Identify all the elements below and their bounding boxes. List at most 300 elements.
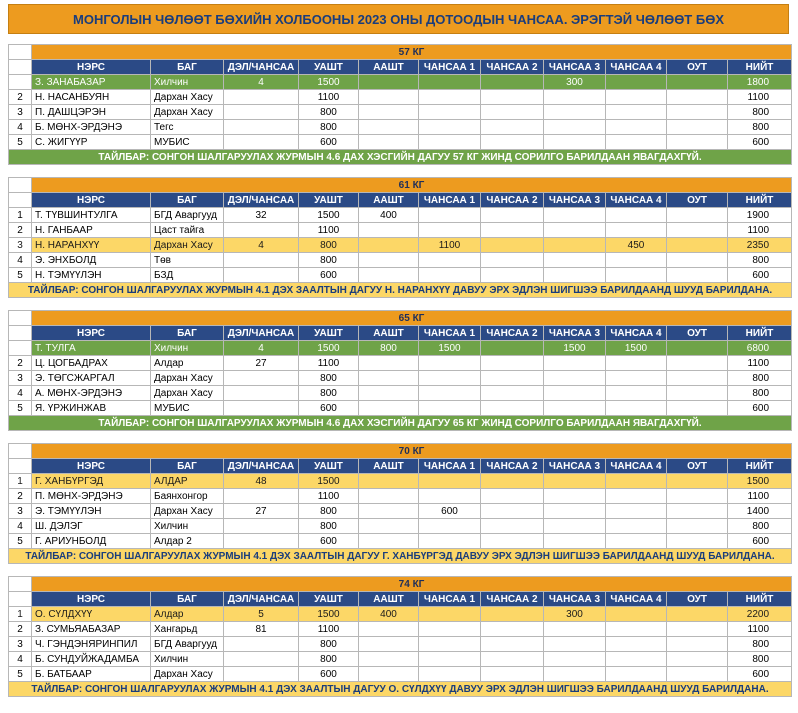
cell-c3[interactable] <box>544 652 606 667</box>
cell-c2[interactable] <box>481 519 544 534</box>
cell-c2[interactable] <box>481 341 544 356</box>
cell-c3[interactable] <box>544 622 606 637</box>
cell-del[interactable] <box>224 105 299 120</box>
cell-c2[interactable] <box>481 401 544 416</box>
cell-total[interactable]: 1100 <box>728 622 792 637</box>
cell-out[interactable] <box>667 371 728 386</box>
cell-uasht[interactable]: 1500 <box>299 75 359 90</box>
cell-c2[interactable] <box>481 223 544 238</box>
cell-out[interactable] <box>667 489 728 504</box>
cell-total[interactable]: 2350 <box>728 238 792 253</box>
cell-c2[interactable] <box>481 489 544 504</box>
cell-c3[interactable] <box>544 519 606 534</box>
cell-del[interactable]: 5 <box>224 607 299 622</box>
cell-name[interactable]: П. ДАШЦЭРЭН <box>32 105 151 120</box>
cell-del[interactable] <box>224 120 299 135</box>
table-row <box>9 268 792 283</box>
cell-c4[interactable] <box>606 371 667 386</box>
cell-c4[interactable] <box>606 90 667 105</box>
cell-c4[interactable]: 450 <box>606 238 667 253</box>
cell-c4[interactable] <box>606 607 667 622</box>
cell-c1[interactable]: 600 <box>419 504 481 519</box>
cell-name[interactable]: Н. ГАНБААР <box>32 223 151 238</box>
cell-del[interactable]: 4 <box>224 75 299 90</box>
cell-team[interactable]: Дархан Хасу <box>151 386 224 401</box>
cell-uasht[interactable]: 600 <box>299 401 359 416</box>
column-header: ЧАНСАА 2 <box>481 326 544 341</box>
cell-c4[interactable] <box>606 652 667 667</box>
cell-c3[interactable] <box>544 105 606 120</box>
cell-team[interactable]: Хангарьд <box>151 622 224 637</box>
cell-uasht[interactable]: 800 <box>299 120 359 135</box>
cell-c3[interactable] <box>544 90 606 105</box>
cell-c2[interactable] <box>481 253 544 268</box>
cell-total[interactable]: 1500 <box>728 474 792 489</box>
cell-c2[interactable] <box>481 90 544 105</box>
cell-c2[interactable] <box>481 120 544 135</box>
cell-aasht[interactable] <box>359 238 419 253</box>
cell-uasht[interactable]: 800 <box>299 652 359 667</box>
cell-c4[interactable] <box>606 105 667 120</box>
cell-aasht[interactable]: 800 <box>359 341 419 356</box>
cell-total[interactable]: 600 <box>728 401 792 416</box>
cell-del[interactable] <box>224 401 299 416</box>
cell-team[interactable]: БГД Аваргууд <box>151 637 224 652</box>
cell-c2[interactable] <box>481 238 544 253</box>
cell-c3[interactable] <box>544 489 606 504</box>
cell-total[interactable]: 800 <box>728 652 792 667</box>
column-header: ЧАНСАА 4 <box>606 193 667 208</box>
cell-c1[interactable] <box>419 519 481 534</box>
cell-c3[interactable]: 1500 <box>544 341 606 356</box>
cell-c1[interactable] <box>419 652 481 667</box>
header-row <box>9 326 792 341</box>
cell-c1[interactable] <box>419 75 481 90</box>
cell-del[interactable] <box>224 90 299 105</box>
cell-del[interactable] <box>224 386 299 401</box>
cell-team[interactable]: Хилчин <box>151 519 224 534</box>
cell-c1[interactable] <box>419 356 481 371</box>
cell-c2[interactable] <box>481 534 544 549</box>
cell-aasht[interactable] <box>359 652 419 667</box>
cell-c3[interactable] <box>544 504 606 519</box>
cell-aasht[interactable] <box>359 534 419 549</box>
cell-name[interactable]: Б. БАТБААР <box>32 667 151 682</box>
cell-aasht[interactable] <box>359 401 419 416</box>
cell-out[interactable] <box>667 622 728 637</box>
cell-c1[interactable] <box>419 208 481 223</box>
cell-name[interactable]: Э. ТӨГСЖАРГАЛ <box>32 371 151 386</box>
cell-c3[interactable] <box>544 637 606 652</box>
cell-team[interactable]: Хилчин <box>151 75 224 90</box>
cell-total[interactable]: 6800 <box>728 341 792 356</box>
cell-del[interactable] <box>224 534 299 549</box>
note-row <box>9 416 792 431</box>
cell-aasht[interactable] <box>359 504 419 519</box>
cell-team[interactable]: Хилчин <box>151 341 224 356</box>
section-74kg <box>8 576 792 697</box>
cell-out[interactable] <box>667 253 728 268</box>
cell-aasht[interactable] <box>359 637 419 652</box>
cell-total[interactable]: 800 <box>728 386 792 401</box>
cell-uasht[interactable]: 1100 <box>299 489 359 504</box>
cell-total[interactable]: 1400 <box>728 504 792 519</box>
column-header: ОУТ <box>667 60 728 75</box>
cell-c3[interactable] <box>544 208 606 223</box>
cell-c3[interactable] <box>544 238 606 253</box>
cell-name[interactable]: А. МӨНХ-ЭРДЭНЭ <box>32 386 151 401</box>
cell-c2[interactable] <box>481 371 544 386</box>
cell-aasht[interactable] <box>359 223 419 238</box>
cell-del[interactable]: 48 <box>224 474 299 489</box>
cell-c3[interactable]: 300 <box>544 607 606 622</box>
cell-uasht[interactable]: 1100 <box>299 223 359 238</box>
cell-aasht[interactable] <box>359 253 419 268</box>
cell-del[interactable]: 27 <box>224 504 299 519</box>
cell-name[interactable]: Т. ТҮВШИНТУЛГА <box>32 208 151 223</box>
cell-team[interactable]: Тегс <box>151 120 224 135</box>
cell-name[interactable]: Б. СУНДУЙЖАДАМБА <box>32 652 151 667</box>
cell-team[interactable]: Дархан Хасу <box>151 504 224 519</box>
cell-c4[interactable] <box>606 504 667 519</box>
cell-c2[interactable] <box>481 268 544 283</box>
cell-c4[interactable] <box>606 223 667 238</box>
cell-aasht[interactable] <box>359 386 419 401</box>
cell-team[interactable]: Дархан Хасу <box>151 105 224 120</box>
cell-aasht[interactable] <box>359 135 419 150</box>
cell-c3[interactable]: 300 <box>544 75 606 90</box>
category-row <box>9 45 792 60</box>
cell-aasht[interactable]: 400 <box>359 208 419 223</box>
column-header: ЧАНСАА 3 <box>544 592 606 607</box>
cell-aasht[interactable] <box>359 90 419 105</box>
cell-c1[interactable] <box>419 371 481 386</box>
cell-name[interactable]: О. СҮЛДХҮҮ <box>32 607 151 622</box>
row-number: 4 <box>9 386 32 401</box>
cell-c1[interactable] <box>419 637 481 652</box>
cell-c1[interactable] <box>419 489 481 504</box>
cell-team[interactable]: Алдар <box>151 356 224 371</box>
cell-c3[interactable] <box>544 356 606 371</box>
cell-out[interactable] <box>667 607 728 622</box>
cell-team[interactable]: Баянхонгор <box>151 489 224 504</box>
cell-c1[interactable] <box>419 253 481 268</box>
cell-c2[interactable] <box>481 504 544 519</box>
cell-out[interactable] <box>667 519 728 534</box>
cell-c2[interactable] <box>481 135 544 150</box>
cell-c3[interactable] <box>544 223 606 238</box>
cell-total[interactable]: 800 <box>728 253 792 268</box>
cell-name[interactable]: Э. ТЭМҮҮЛЭН <box>32 504 151 519</box>
cell-team[interactable]: МУБИС <box>151 135 224 150</box>
cell-uasht[interactable]: 1500 <box>299 607 359 622</box>
cell-c1[interactable] <box>419 622 481 637</box>
cell-del[interactable]: 4 <box>224 341 299 356</box>
cell-name[interactable]: З. СУМЬЯАБАЗАР <box>32 622 151 637</box>
cell-c1[interactable]: 1100 <box>419 238 481 253</box>
cell-total[interactable]: 1100 <box>728 223 792 238</box>
cell-aasht[interactable] <box>359 667 419 682</box>
cell-total[interactable]: 600 <box>728 268 792 283</box>
cell-c4[interactable] <box>606 75 667 90</box>
cell-out[interactable] <box>667 135 728 150</box>
cell-total[interactable]: 1100 <box>728 489 792 504</box>
cell-c4[interactable] <box>606 667 667 682</box>
table-row <box>9 238 792 253</box>
column-header: ОУТ <box>667 459 728 474</box>
cell-uasht[interactable]: 1500 <box>299 341 359 356</box>
cell-total[interactable]: 600 <box>728 667 792 682</box>
cell-c1[interactable] <box>419 607 481 622</box>
corner-cell <box>9 577 32 592</box>
cell-out[interactable] <box>667 474 728 489</box>
cell-c3[interactable] <box>544 371 606 386</box>
cell-c4[interactable] <box>606 519 667 534</box>
cell-name[interactable]: З. ЗАНАБАЗАР <box>32 75 151 90</box>
cell-uasht[interactable]: 800 <box>299 253 359 268</box>
cell-c3[interactable] <box>544 386 606 401</box>
cell-team[interactable]: Алдар 2 <box>151 534 224 549</box>
cell-team[interactable]: МУБИС <box>151 401 224 416</box>
cell-total[interactable]: 1900 <box>728 208 792 223</box>
cell-out[interactable] <box>667 637 728 652</box>
cell-total[interactable]: 600 <box>728 534 792 549</box>
cell-c2[interactable] <box>481 356 544 371</box>
cell-total[interactable]: 800 <box>728 120 792 135</box>
cell-c4[interactable] <box>606 356 667 371</box>
table-row <box>9 371 792 386</box>
cell-out[interactable] <box>667 504 728 519</box>
cell-total[interactable]: 800 <box>728 519 792 534</box>
cell-name[interactable]: Н. НАСАНБУЯН <box>32 90 151 105</box>
cell-del[interactable]: 27 <box>224 356 299 371</box>
cell-total[interactable]: 2200 <box>728 607 792 622</box>
cell-total[interactable]: 800 <box>728 637 792 652</box>
cell-c3[interactable] <box>544 474 606 489</box>
cell-name[interactable]: Я. ҮРЖИНЖАВ <box>32 401 151 416</box>
cell-team[interactable]: БГД Аваргууд <box>151 208 224 223</box>
cell-uasht[interactable]: 600 <box>299 534 359 549</box>
cell-c1[interactable] <box>419 386 481 401</box>
cell-c3[interactable] <box>544 534 606 549</box>
cell-out[interactable] <box>667 223 728 238</box>
cell-team[interactable]: Цаст тайга <box>151 223 224 238</box>
cell-del[interactable] <box>224 652 299 667</box>
corner-cell <box>9 178 32 193</box>
cell-del[interactable]: 32 <box>224 208 299 223</box>
cell-team[interactable]: Алдар <box>151 607 224 622</box>
cell-c4[interactable] <box>606 268 667 283</box>
cell-c4[interactable] <box>606 489 667 504</box>
cell-c1[interactable] <box>419 667 481 682</box>
cell-out[interactable] <box>667 238 728 253</box>
cell-c4[interactable]: 1500 <box>606 341 667 356</box>
cell-c2[interactable] <box>481 386 544 401</box>
cell-del[interactable] <box>224 371 299 386</box>
cell-name[interactable]: Э. ЭНХБОЛД <box>32 253 151 268</box>
cell-uasht[interactable]: 1500 <box>299 208 359 223</box>
cell-del[interactable] <box>224 253 299 268</box>
cell-name[interactable]: Ц. ЦОГБАДРАХ <box>32 356 151 371</box>
cell-name[interactable]: Т. ТУЛГА <box>32 341 151 356</box>
cell-team[interactable]: Дархан Хасу <box>151 667 224 682</box>
cell-uasht[interactable]: 800 <box>299 637 359 652</box>
cell-c4[interactable] <box>606 253 667 268</box>
row-number: 1 <box>9 208 32 223</box>
cell-out[interactable] <box>667 386 728 401</box>
cell-c2[interactable] <box>481 75 544 90</box>
cell-c1[interactable] <box>419 401 481 416</box>
cell-del[interactable] <box>224 519 299 534</box>
cell-c1[interactable] <box>419 90 481 105</box>
cell-aasht[interactable]: 400 <box>359 607 419 622</box>
cell-name[interactable]: Г. АРИУНБОЛД <box>32 534 151 549</box>
cell-c1[interactable] <box>419 135 481 150</box>
column-header: ЧАНСАА 3 <box>544 326 606 341</box>
cell-aasht[interactable] <box>359 489 419 504</box>
cell-c1[interactable] <box>419 105 481 120</box>
cell-out[interactable] <box>667 120 728 135</box>
cell-name[interactable]: С. ЖИГҮҮР <box>32 135 151 150</box>
cell-aasht[interactable] <box>359 519 419 534</box>
cell-total[interactable]: 1100 <box>728 356 792 371</box>
cell-team[interactable]: Дархан Хасу <box>151 238 224 253</box>
table-row <box>9 504 792 519</box>
cell-c2[interactable] <box>481 208 544 223</box>
cell-out[interactable] <box>667 268 728 283</box>
cell-name[interactable]: Ч. ГЭНДЭНЯРИНПИЛ <box>32 637 151 652</box>
cell-c4[interactable] <box>606 401 667 416</box>
cell-c4[interactable] <box>606 120 667 135</box>
cell-total[interactable]: 1100 <box>728 90 792 105</box>
cell-aasht[interactable] <box>359 120 419 135</box>
cell-c2[interactable] <box>481 622 544 637</box>
cell-name[interactable]: Б. МӨНХ-ЭРДЭНЭ <box>32 120 151 135</box>
cell-out[interactable] <box>667 534 728 549</box>
cell-c3[interactable] <box>544 253 606 268</box>
section-note: ТАЙЛБАР: СОНГОН ШАЛГАРУУЛАХ ЖУРМЫН 4.1 ДЭХ ЗААЛТЫН ДАГУУ О. СҮЛДХҮҮ ДАВУУ ЭРХ ЭДЛЭН ШИГШЭЭ БАРИЛДААНД ШУУД БАРИЛДАНА. <box>9 682 792 697</box>
cell-c1[interactable] <box>419 268 481 283</box>
cell-uasht[interactable]: 600 <box>299 135 359 150</box>
cell-total[interactable]: 800 <box>728 371 792 386</box>
cell-uasht[interactable]: 1100 <box>299 356 359 371</box>
cell-aasht[interactable] <box>359 622 419 637</box>
row-number: 5 <box>9 401 32 416</box>
cell-c2[interactable] <box>481 474 544 489</box>
cell-name[interactable]: Ш. ДЭЛЭГ <box>32 519 151 534</box>
cell-uasht[interactable]: 1100 <box>299 90 359 105</box>
cell-c1[interactable] <box>419 474 481 489</box>
cell-del[interactable]: 81 <box>224 622 299 637</box>
cell-out[interactable] <box>667 105 728 120</box>
cell-del[interactable] <box>224 667 299 682</box>
cell-out[interactable] <box>667 652 728 667</box>
cell-del[interactable] <box>224 135 299 150</box>
cell-c1[interactable] <box>419 120 481 135</box>
cell-c2[interactable] <box>481 637 544 652</box>
cell-out[interactable] <box>667 75 728 90</box>
cell-team[interactable]: Дархан Хасу <box>151 90 224 105</box>
cell-team[interactable]: Төв <box>151 253 224 268</box>
table-row <box>9 637 792 652</box>
cell-name[interactable]: Г. ХАНБҮРГЭД <box>32 474 151 489</box>
cell-out[interactable] <box>667 667 728 682</box>
cell-out[interactable] <box>667 208 728 223</box>
cell-uasht[interactable]: 800 <box>299 238 359 253</box>
cell-c3[interactable] <box>544 135 606 150</box>
cell-c2[interactable] <box>481 607 544 622</box>
cell-total[interactable]: 600 <box>728 135 792 150</box>
cell-out[interactable] <box>667 401 728 416</box>
cell-c3[interactable] <box>544 401 606 416</box>
cell-aasht[interactable] <box>359 105 419 120</box>
cell-name[interactable]: П. МӨНХ-ЭРДЭНЭ <box>32 489 151 504</box>
cell-del[interactable]: 4 <box>224 238 299 253</box>
cell-aasht[interactable] <box>359 356 419 371</box>
cell-name[interactable]: Н. ТЭМҮҮЛЭН <box>32 268 151 283</box>
cell-uasht[interactable]: 600 <box>299 268 359 283</box>
cell-del[interactable] <box>224 489 299 504</box>
cell-c2[interactable] <box>481 667 544 682</box>
cell-uasht[interactable]: 800 <box>299 105 359 120</box>
cell-c1[interactable] <box>419 223 481 238</box>
cell-c2[interactable] <box>481 652 544 667</box>
cell-c1[interactable] <box>419 534 481 549</box>
cell-aasht[interactable] <box>359 268 419 283</box>
cell-c4[interactable] <box>606 474 667 489</box>
cell-uasht[interactable]: 800 <box>299 519 359 534</box>
cell-c4[interactable] <box>606 637 667 652</box>
cell-out[interactable] <box>667 356 728 371</box>
cell-c1[interactable]: 1500 <box>419 341 481 356</box>
weight-category: 70 КГ <box>32 444 792 459</box>
row-number: 4 <box>9 652 32 667</box>
cell-c4[interactable] <box>606 386 667 401</box>
cell-uasht[interactable]: 800 <box>299 371 359 386</box>
cell-c4[interactable] <box>606 534 667 549</box>
cell-total[interactable]: 1800 <box>728 75 792 90</box>
cell-uasht[interactable]: 1100 <box>299 622 359 637</box>
cell-out[interactable] <box>667 90 728 105</box>
cell-c3[interactable] <box>544 667 606 682</box>
cell-c3[interactable] <box>544 268 606 283</box>
cell-aasht[interactable] <box>359 474 419 489</box>
cell-c4[interactable] <box>606 208 667 223</box>
cell-del[interactable] <box>224 637 299 652</box>
cell-aasht[interactable] <box>359 371 419 386</box>
cell-c3[interactable] <box>544 120 606 135</box>
cell-aasht[interactable] <box>359 75 419 90</box>
cell-del[interactable] <box>224 268 299 283</box>
cell-team[interactable]: АЛДАР <box>151 474 224 489</box>
cell-uasht[interactable]: 1500 <box>299 474 359 489</box>
cell-uasht[interactable]: 800 <box>299 386 359 401</box>
cell-name[interactable]: Н. НАРАНХҮҮ <box>32 238 151 253</box>
cell-del[interactable] <box>224 223 299 238</box>
cell-team[interactable]: БЗД <box>151 268 224 283</box>
cell-team[interactable]: Дархан Хасу <box>151 371 224 386</box>
column-header: БАГ <box>151 193 224 208</box>
cell-c4[interactable] <box>606 135 667 150</box>
cell-c2[interactable] <box>481 105 544 120</box>
column-header: ЧАНСАА 4 <box>606 459 667 474</box>
cell-total[interactable]: 800 <box>728 105 792 120</box>
cell-uasht[interactable]: 800 <box>299 504 359 519</box>
cell-out[interactable] <box>667 341 728 356</box>
cell-team[interactable]: Хилчин <box>151 652 224 667</box>
cell-c4[interactable] <box>606 622 667 637</box>
cell-uasht[interactable]: 600 <box>299 667 359 682</box>
